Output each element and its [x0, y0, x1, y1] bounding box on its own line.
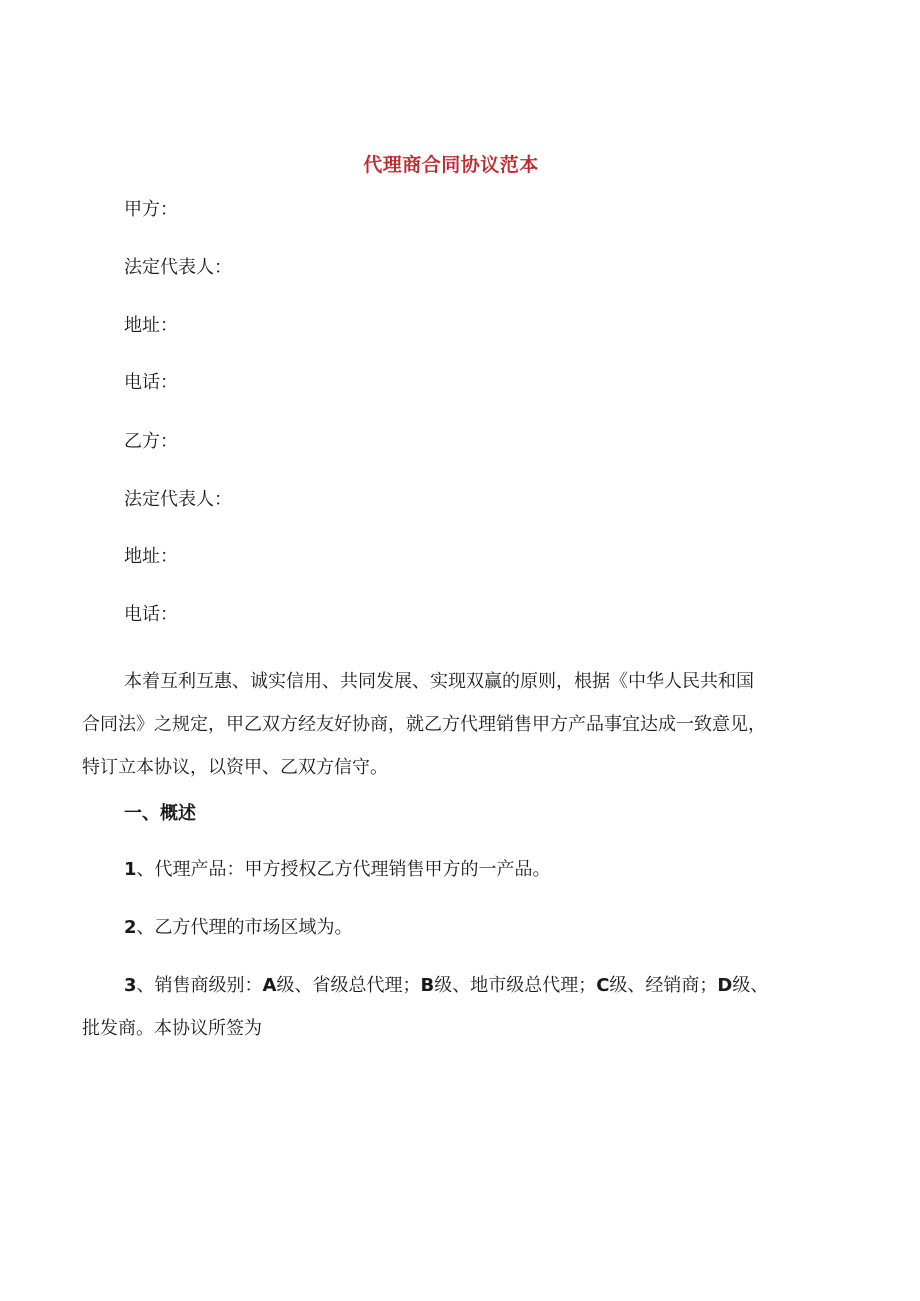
- clause-text: 级、省级总代理；: [276, 975, 421, 996]
- section-heading-overview: 一、概述: [124, 803, 196, 824]
- clause-text: 级、地市级总代理；: [434, 975, 597, 996]
- clause-number: 1: [124, 859, 137, 880]
- clause-2: [124, 906, 824, 949]
- clause-1: [124, 848, 824, 891]
- level-letter-b: B: [420, 975, 435, 996]
- party-b-label: 乙方：: [124, 431, 178, 452]
- clause-text: 、销售商级别：: [136, 975, 263, 996]
- clause-number: 2: [124, 917, 137, 938]
- document-title: 代理商合同协议范本: [363, 154, 539, 176]
- level-letter-a: A: [262, 975, 277, 996]
- clause-text: 级、经销商；: [609, 975, 718, 996]
- party-b-address-label: 地址：: [124, 546, 178, 567]
- clause-text: 级、: [732, 975, 769, 996]
- party-a-phone-label: 电话：: [124, 372, 178, 393]
- clause-number: 3: [124, 975, 137, 996]
- clause-3: [82, 964, 824, 1050]
- party-a-address-label: 地址：: [124, 315, 178, 336]
- intro-line: 特订立本协议，以资甲、乙双方信守。: [82, 757, 388, 778]
- clause-text: 、乙方代理的市场区域为。: [136, 917, 353, 938]
- party-b-phone-label: 电话：: [124, 604, 178, 625]
- intro-line: 本着互利互惠、诚实信用、共同发展、实现双赢的原则，根据《中华人民共和国: [124, 671, 754, 692]
- clause-3-line-2: 批发商。本协议所签为: [82, 1018, 262, 1039]
- clause-3-line-1: [124, 964, 824, 1007]
- level-letter-d: D: [717, 975, 733, 996]
- party-a-legal-rep-label: 法定代表人：: [124, 257, 232, 278]
- clause-text: 、代理产品：甲方授权乙方代理销售甲方的一产品。: [136, 859, 551, 880]
- party-a-label: 甲方：: [124, 199, 178, 220]
- party-b-legal-rep-label: 法定代表人：: [124, 489, 232, 510]
- intro-line: 合同法》之规定，甲乙双方经友好协商，就乙方代理销售甲方产品事宜达成一致意见，: [82, 714, 766, 735]
- intro-paragraph: [82, 660, 824, 789]
- level-letter-c: C: [596, 975, 610, 996]
